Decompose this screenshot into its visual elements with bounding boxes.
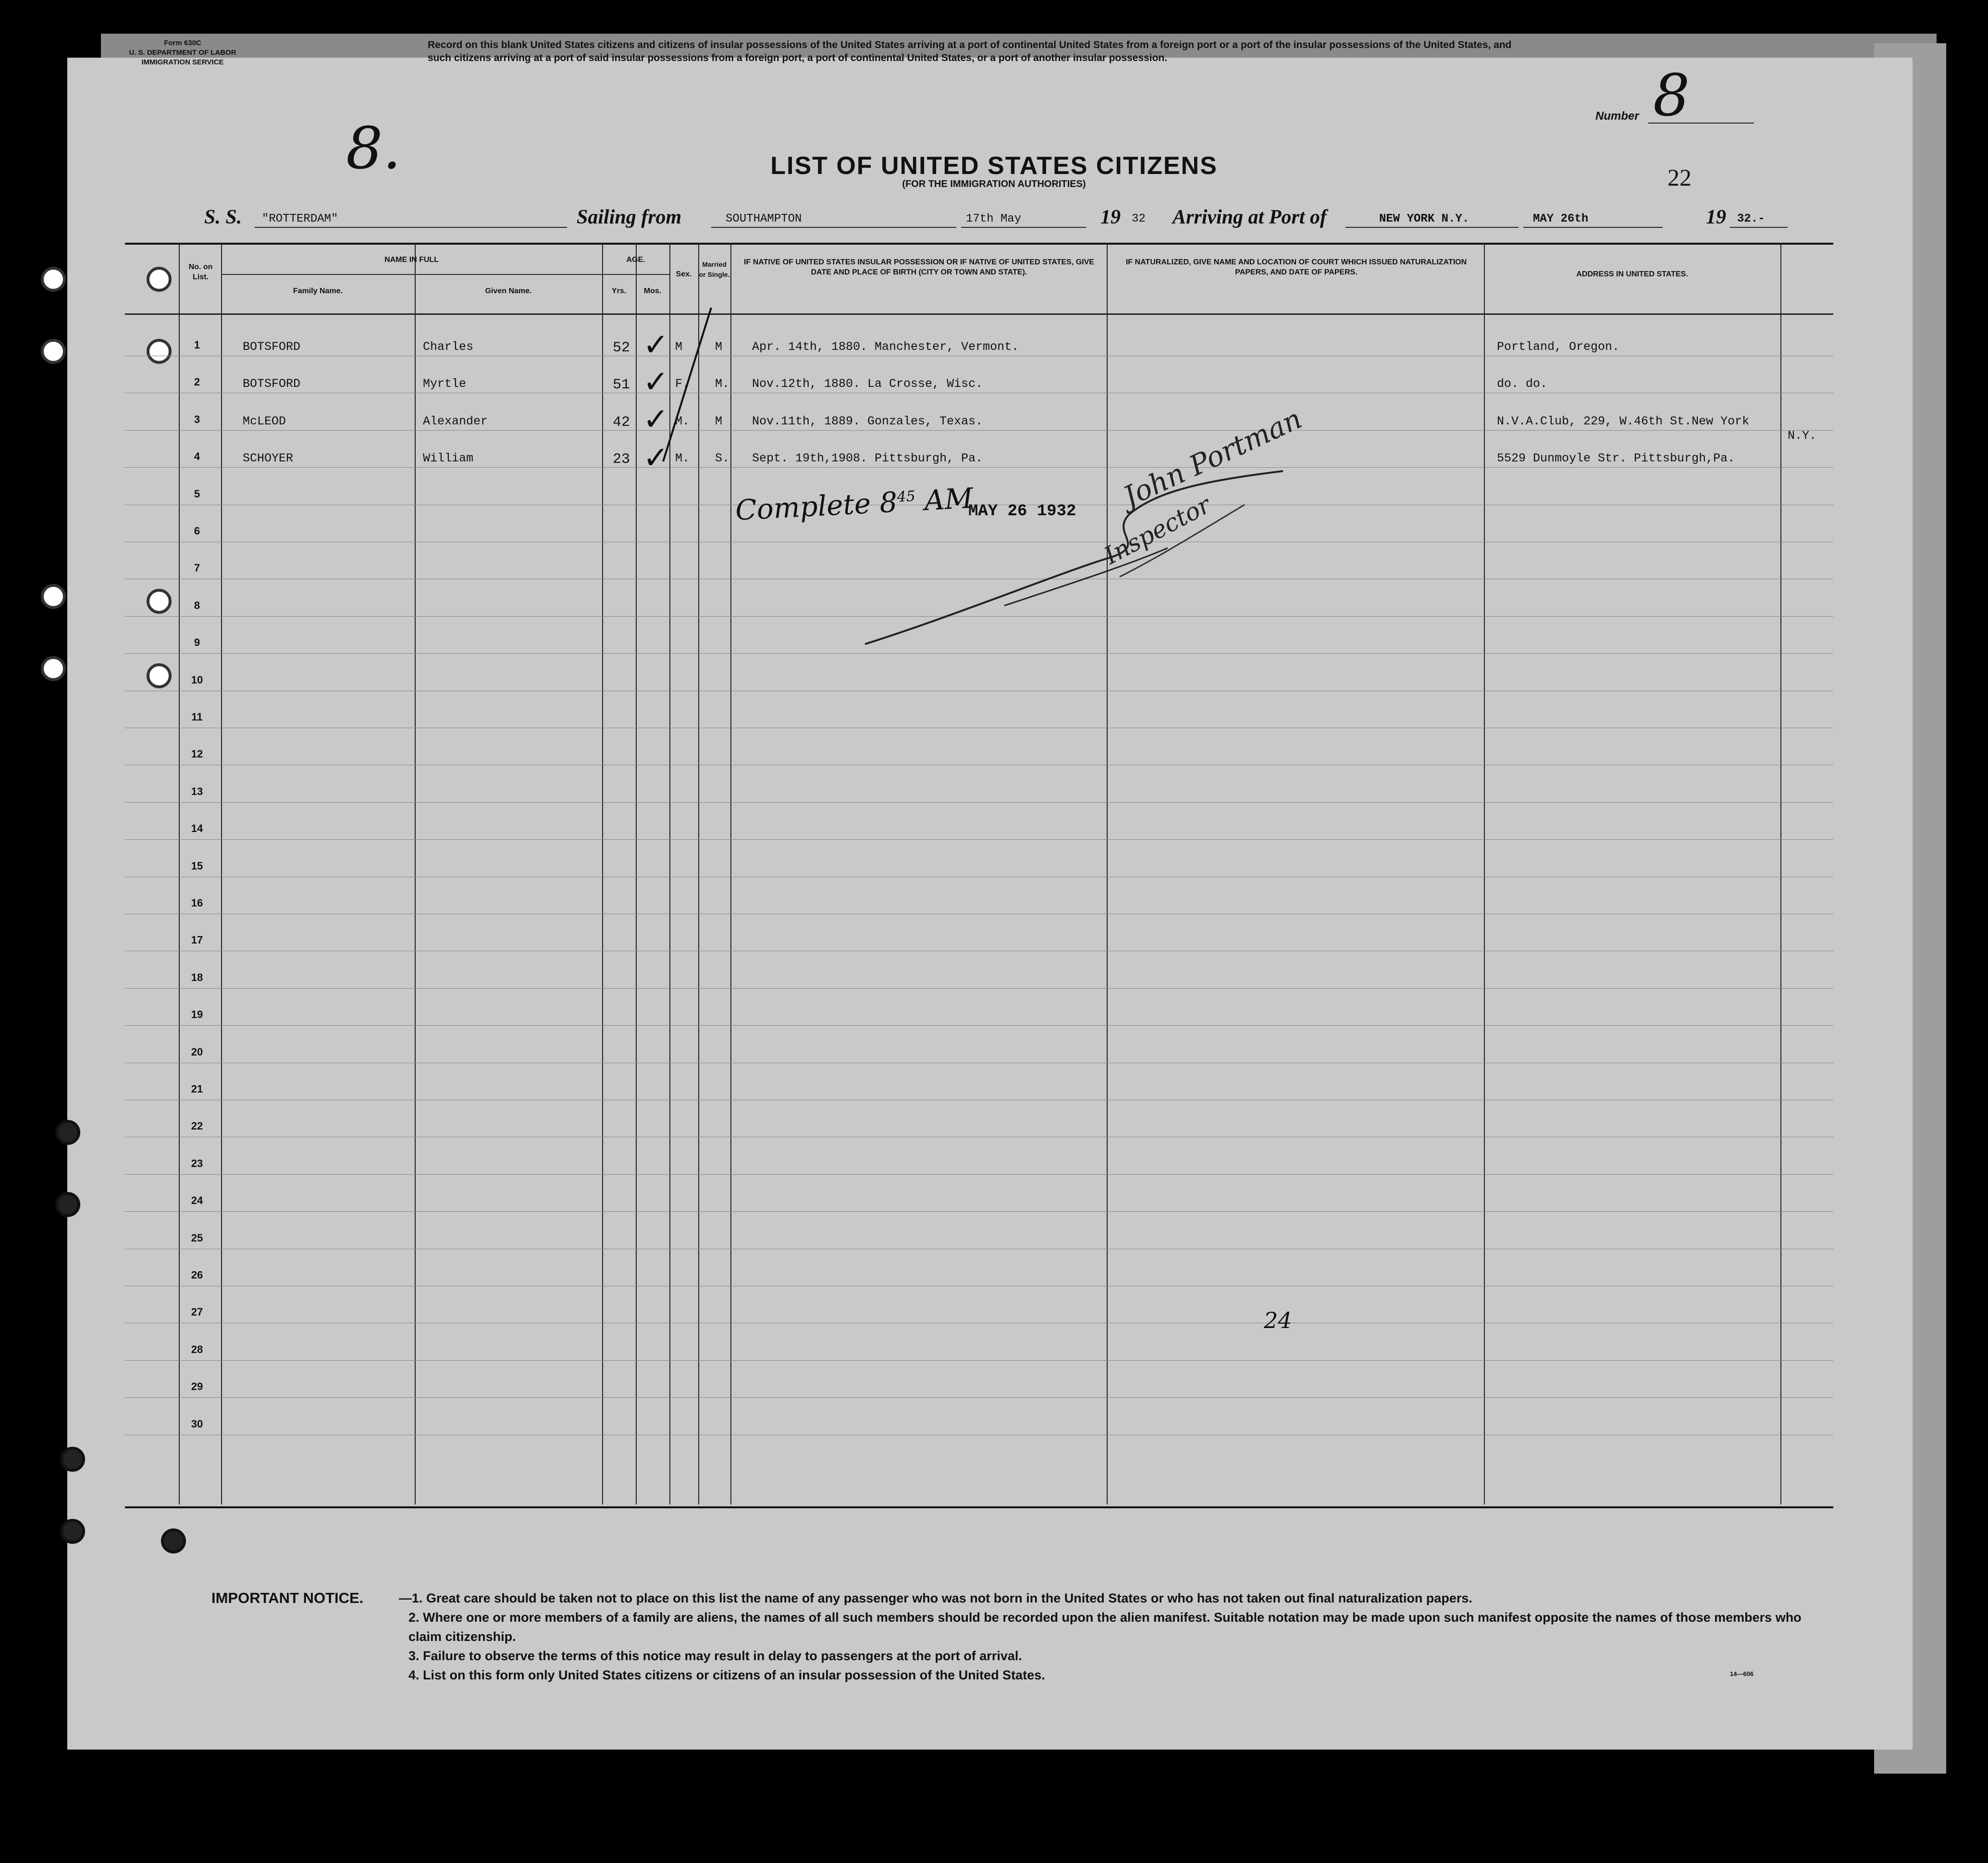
signature-name: John Portman (1118, 402, 1307, 513)
row-number: 22 (191, 1120, 203, 1132)
check-mark: ✓ (643, 364, 669, 399)
marital-status-cell: M (715, 414, 723, 428)
age-years-cell: 23 (613, 451, 630, 468)
marital-status-cell: M (715, 340, 723, 354)
row-number: 26 (191, 1269, 203, 1281)
given-name-cell: Myrtle (423, 377, 467, 391)
birth-cell: Sept. 19th,1908. Pittsburgh, Pa. (752, 451, 983, 466)
row-number: 17 (191, 934, 203, 946)
header-sex: Sex. (676, 270, 692, 278)
header-no-on-list: No. on List. (188, 263, 213, 281)
birth-cell: Apr. 14th, 1880. Manchester, Vermont. (752, 340, 1019, 354)
row-number: 13 (191, 785, 203, 797)
binder-hole (41, 656, 66, 681)
departure-port: SOUTHAMPTON (726, 212, 802, 225)
row-number: 15 (191, 859, 203, 872)
address-cell: Portland, Oregon. (1497, 340, 1620, 354)
passenger-table (125, 243, 1833, 1508)
marginal-number: 24 (1264, 1307, 1292, 1333)
row-line (125, 1360, 1833, 1361)
row-line (125, 1025, 1833, 1026)
row-number: 10 (191, 673, 203, 686)
row-line (125, 839, 1833, 840)
given-name-cell: William (423, 451, 474, 466)
binder-hole (60, 1447, 85, 1472)
row-number: 9 (194, 636, 200, 649)
form-code: 14—606 (1730, 1670, 1754, 1677)
row-number: 19 (191, 1008, 203, 1021)
binder-hole (55, 1120, 80, 1145)
number-label: Number (1595, 110, 1639, 123)
binder-hole (55, 1192, 80, 1217)
header-given-name: Given Name. (485, 287, 532, 295)
age-years-cell: 51 (613, 377, 630, 394)
binder-hole (60, 1519, 85, 1544)
row-number: 20 (191, 1045, 203, 1058)
binder-hole (161, 1528, 186, 1553)
marital-status-cell: M. (715, 377, 730, 391)
row-line (125, 802, 1833, 803)
arrival-year-prefix: 19 (1706, 206, 1726, 228)
sex-cell: M. (675, 451, 690, 466)
sailing-date: 17th May (966, 212, 1022, 225)
row-line (125, 430, 1833, 431)
check-mark: ✓ (643, 327, 669, 362)
page-number: 22 (1667, 164, 1692, 191)
given-name-cell: Alexander (423, 414, 488, 428)
row-number: 1 (194, 339, 200, 351)
address-cell: 5529 Dunmoyle Str. Pittsburgh,Pa. (1497, 451, 1735, 466)
notice-item-1: —1. Great care should be taken not to place on this list the name of any passenger who was not born in the United States or who has not taken out final naturalization papers. (399, 1591, 1472, 1605)
sex-cell: M. (675, 414, 690, 428)
header-age-years: Yrs. (611, 287, 627, 295)
form-identifier (125, 38, 240, 67)
row-line (125, 1174, 1833, 1175)
row-number: 18 (191, 971, 203, 983)
row-number: 5 (194, 487, 200, 500)
header-age: AGE. (626, 256, 645, 264)
service-name: IMMIGRATION SERVICE (141, 58, 224, 66)
row-number: 28 (191, 1343, 203, 1355)
given-name-cell: Charles (423, 340, 474, 354)
address-cell: N.V.A.Club, 229, W.46th St.New York (1497, 414, 1750, 428)
row-number: 29 (191, 1380, 203, 1393)
form-preamble: Record on this blank United States citizens and citizens of insular possessions of the United States arriving at a port of continental United States from a foreign port or a port of the insular possessions of the United States, and such citizens arriving at a port of said insular possessions from a foreign port, a port of continental United States, or a port of another insular possession. (428, 39, 1512, 63)
check-mark: ✓ (643, 402, 669, 436)
ship-name: "ROTTERDAM" (262, 212, 338, 225)
complete-annotation: Complete $8^{45}$ AM (734, 482, 974, 527)
arrival-port: NEW YORK N.Y. (1379, 212, 1469, 225)
age-years-cell: 52 (613, 340, 630, 356)
row-number: 11 (191, 711, 203, 723)
row-number: 21 (191, 1083, 203, 1095)
document-title: LIST OF UNITED STATES CITIZENS (770, 152, 1218, 180)
row-number: 16 (191, 897, 203, 909)
family-name-cell: McLEOD (243, 414, 286, 428)
arriving-at-label: Arriving at Port of (1173, 206, 1327, 228)
row-number: 24 (191, 1194, 203, 1207)
age-years-cell: 42 (613, 414, 630, 431)
date-stamp: MAY 26 1932 (968, 502, 1076, 521)
check-mark: ✓ (643, 440, 669, 475)
sailing-year-prefix: 19 (1100, 206, 1121, 228)
header-place-of-birth: IF NATIVE OF UNITED STATES INSULAR POSSESSION OR IF NATIVE OF UNITED STATES, GIVE DATE AND PLACE OF BIRTH (CITY OR TOWN AND STATE). (744, 258, 1094, 276)
birth-cell: Nov.11th, 1889. Gonzales, Texas. (752, 414, 983, 428)
sailing-from-label: Sailing from (577, 206, 682, 228)
row-line (125, 988, 1833, 989)
address-cell-continued: N.Y. (1788, 428, 1817, 443)
marital-status-cell: S. (715, 451, 730, 466)
row-number: 8 (194, 599, 200, 611)
row-number: 27 (191, 1306, 203, 1318)
row-number: 30 (191, 1417, 203, 1430)
binder-hole (41, 584, 66, 609)
header-naturalization: IF NATURALIZED, GIVE NAME AND LOCATION OF COURT WHICH ISSUED NATURALIZATION PAPERS, AND DATE OF PAPERS. (1125, 258, 1467, 276)
header-name-in-full: NAME IN FULL (384, 256, 439, 264)
binder-hole (41, 267, 66, 292)
sailing-year: 32 (1132, 212, 1146, 225)
header-married-or-single: Married or Single. (699, 261, 730, 278)
handwritten-list-number: 8. (346, 115, 401, 182)
family-name-cell: BOTSFORD (243, 377, 301, 391)
address-cell: do. do. (1497, 377, 1548, 391)
row-number: 4 (194, 450, 200, 463)
notice-item-2: 2. Where one or more members of a family are aliens, the names of all such members should be recorded upon the alien manifest. Suitable notation may be made upon such manifest opposite the names of those members who claim citizenship. (408, 1610, 1802, 1644)
row-number: 7 (194, 562, 200, 574)
sex-cell: F. (675, 377, 690, 391)
family-name-cell: BOTSFORD (243, 340, 301, 354)
arrival-year: 32.- (1737, 212, 1765, 225)
row-line (125, 1397, 1833, 1398)
department-name: U. S. DEPARTMENT OF LABOR (129, 49, 236, 57)
birth-cell: Nov.12th, 1880. La Crosse, Wisc. (752, 377, 983, 391)
manifest-number: 8 (1653, 62, 1690, 129)
check-mark-strokes (654, 303, 721, 476)
family-name-cell: SCHOYER (243, 451, 294, 466)
notice-heading: IMPORTANT NOTICE. (211, 1590, 364, 1606)
row-number: 12 (191, 748, 203, 760)
row-number: 23 (191, 1157, 203, 1169)
row-number: 3 (194, 413, 200, 425)
notice-item-4: 4. List on this form only United States citizens or citizens of an insular possession of the United States. (408, 1668, 1045, 1682)
header-address: ADDRESS IN UNITED STATES. (1576, 270, 1688, 278)
row-line (125, 1211, 1833, 1212)
arrival-date: MAY 26th (1533, 212, 1589, 225)
form-number: Form 630C (164, 39, 201, 47)
document-subtitle: (FOR THE IMMIGRATION AUTHORITIES) (902, 179, 1086, 189)
row-number: 25 (191, 1231, 203, 1244)
ss-label: S. S. (204, 206, 242, 228)
signature-title: Inspector (1099, 491, 1215, 570)
notice-item-3: 3. Failure to observe the terms of this notice may result in delay to passengers at the port of arrival. (408, 1649, 1022, 1663)
row-number: 6 (194, 525, 200, 537)
binder-hole (41, 339, 66, 364)
row-number: 2 (194, 376, 200, 388)
row-number: 14 (191, 822, 203, 835)
sex-cell: M (675, 340, 683, 354)
header-family-name: Family Name. (293, 287, 343, 295)
header-age-months: Mos. (643, 287, 662, 295)
